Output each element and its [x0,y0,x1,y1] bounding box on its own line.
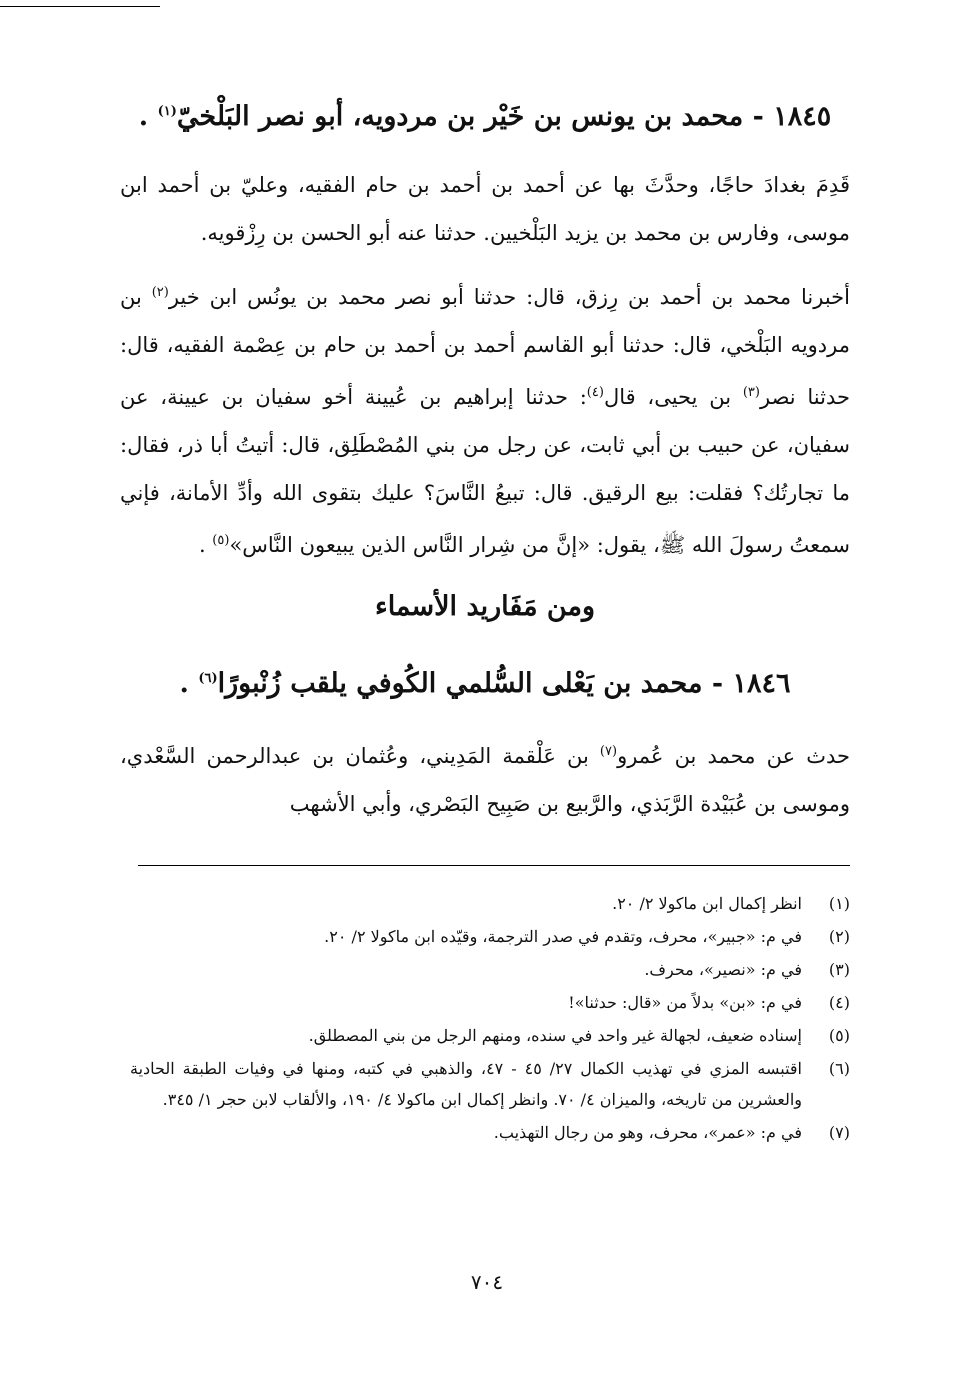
page-number: ٧٠٤ [470,1270,504,1294]
top-rule [0,6,160,7]
entry-1845-intro: قَدِمَ بغدادَ حاجًا، وحدَّثَ بها عن أحمد بن أحمد بن حام الفقيه، وعليّ بن أحمد ابن موسى، وفارس بن محمد بن يزيد البَلْخيين. حدثنا عنه أبو الحسن بن رِزْقويه. [120,173,850,245]
footnote-ref-2: (٢) [151,285,169,300]
footnote-ref-5: (٥) [212,533,230,548]
footnote-ref-7: (٧) [599,744,618,759]
footnote-divider [138,865,850,866]
footnote-item: (٧) في م: «عمر»، محرف، وهو من رجال التهذيب. [493,1123,850,1142]
footnotes [130,888,850,1150]
section-heading: ومن مَفَاريد الأسماء [375,591,595,622]
entry-1845-hadith: أخبرنا محمد بن أحمد بن رِزق، قال: حدثنا أبو نصر محمد بن يونُس ابن خير$^{(٢)}$ بن مردويه البَلْخي، قال: حدثنا أبو القاسم أحمد بن أحمد بن حام بن عِصْمة الفقيه، قال: حدثنا نصر$^{(٣)}$ بن يحيى، قال$^{(٤)}$: حدثنا إبراهيم بن عُيينة أخو سفيان بن عيينة، عن سفيان، عن حبيب بن أبي ثابت، عن رجل من بني المُصْطَلِق، قال: أتيتُ أبا ذر، فقال: ما تجارتُك؟ فقلت: بيع الرقيق. قال: تبيعُ النَّاسَ؟ عليك بتقوى الله وأدِّ الأمانة، فإني سمعتُ رسولَ الله ﷺ، يقول: «إنَّ من شِرار النَّاس الذين يبيعون النَّاس»$^{(٥)}$ . [120,285,850,557]
entry-1846-heading: ١٨٤٦ - محمد بن يَعْلى السُّلمي الكُوفي يلقب زُنْبورًا$^{(٦)}$ . [179,668,791,699]
footnote-item: (١) انظر إكمال ابن ماكولا ٢/ ٢٠. [612,894,850,913]
footnote-item: (٣) في م: «نصير»، محرف. [644,960,850,979]
footnote-item: (٥) إسناده ضعيف، لجهالة غير واحد في سنده، ومنهم الرجل من بني المصطلق. [308,1026,850,1045]
footnote-ref-4: (٤) [586,385,604,400]
footnote-item: (٢) في م: «جبير»، محرف، وتقدم في صدر الترجمة، وقيّده ابن ماكولا ٢/ ٢٠. [324,927,850,946]
footnote-ref-3: (٣) [742,385,760,400]
entry-1845-heading: ١٨٤٥ - محمد بن يونس بن خَيْر بن مردويه، أبو نصر البَلْخيّ$^{(١)}$ . [138,101,832,132]
footnote-item: (٤) في م: «بن» بدلاً من «قال: حدثنا»! [568,993,850,1012]
page-body [120,60,850,840]
footnote-item: (٦) اقتبسه المزي في تهذيب الكمال ٢٧/ ٤٥ - ٤٧، والذهبي في كتبه، ومنها في وفيات الطبقة الحادية والعشرين من تاريخه، والميزان ٤/ ٧٠. وانظر إكمال ابن ماكولا ٤/ ١٩٠، والألقاب لابن حجر ١/ ٣٤٥. [130,1059,850,1109]
entry-1846-text: حدث عن محمد بن عُمرو$^{(٧)}$ بن عَلْقمة المَدِيني، وعُثمان بن عبدالرحمن السَّعْدي، وموسى بن عُبَيْدة الرَّبَذي، والرَّبيع بن صَبِيح البَصْري، وأبي الأشهب [120,744,850,816]
